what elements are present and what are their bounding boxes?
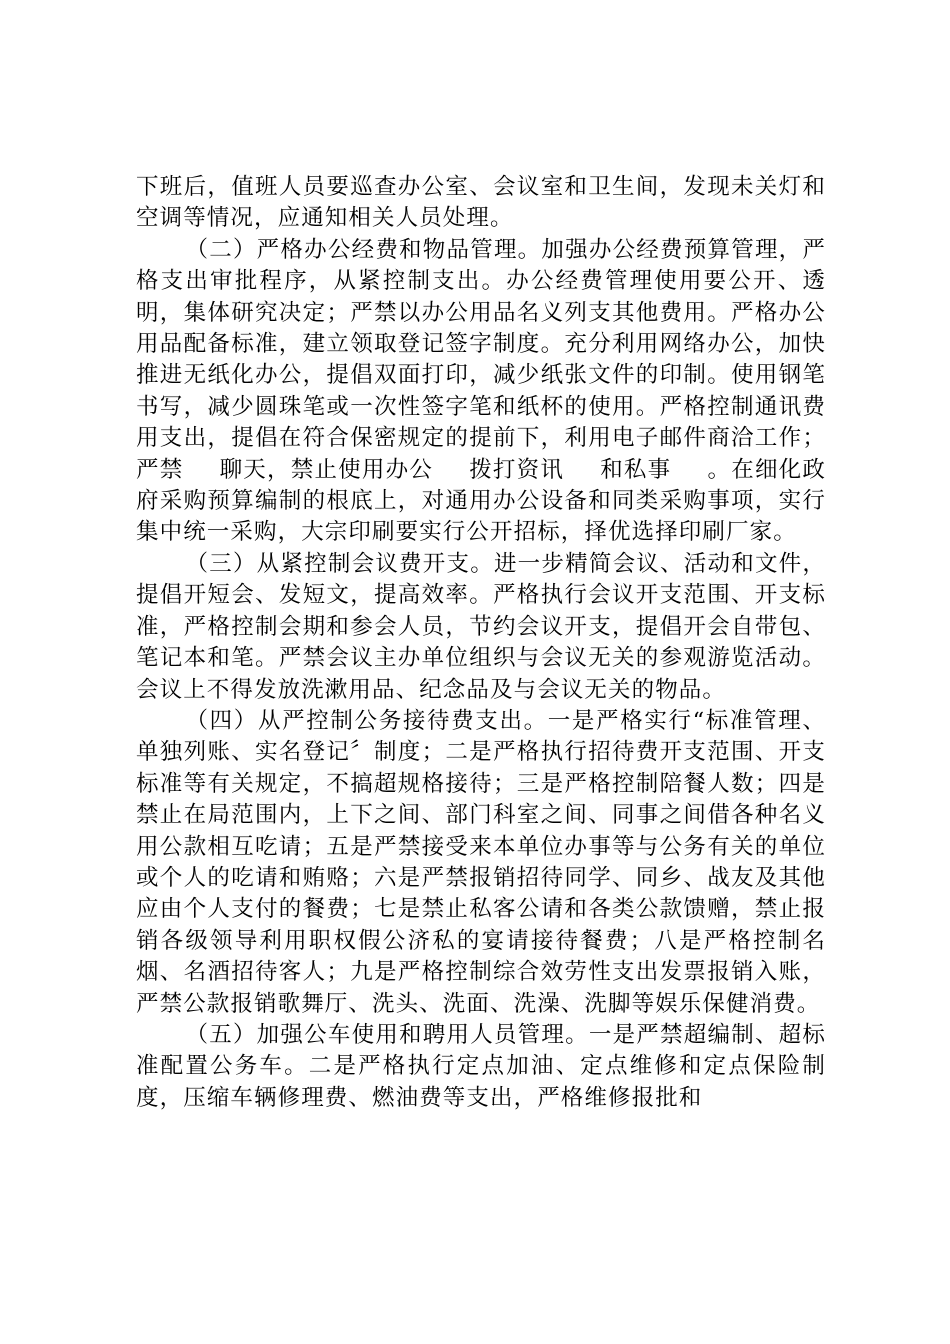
paragraph-3-text: （三）从紧控制会议费开支。进一步精简会议、活动和文件，提倡开短会、发短文，提高效率。严格执行会议开支范围、开支标准，严格控制会期和参会人员，节约会议开支，提倡开会自带包、笔记本和笔。严禁会议主办单位组织与会议无关的参观游览活动。会议上不得发放洗漱用品、纪念品及与会议无关的物品。 [136, 550, 826, 703]
paragraph-5 [136, 1020, 826, 1114]
paragraph-2-text-d: 和私事 [600, 456, 672, 483]
paragraph-2-text-a: （二）严格办公经费和物品管理。加强办公经费预算管理，严格支出审批程序，从紧控制支出。办公经费管理使用要公开、透明，集体研究决定；严禁以办公用品名义列支其他费用。严格办公用品配备标准，建立领取登记签字制度。充分利用网络办公，加快推进无纸化办公，提倡双面打印，减少纸张文件的印制。使用钢笔书写，减少圆珠笔或一次性签字笔和纸杯的使用。严格控制通讯费用支出，提倡在符合保密规定的提前下，利用电子邮件商洽工作；严禁 [136, 236, 826, 483]
document-body [136, 172, 826, 1114]
paragraph-4-text: （四）从严控制公务接待费支出。一是严格实行“标准管理、单独列账、实名登记〞制度；二是严格执行招待费开支范围、开支标准等有关规定，不搞超规格接待；三是严格控制陪餐人数；四是禁止在局范围内，上下之间、部门科室之间、同事之间借各种名义用公款相互吃请；五是严禁接受来本单位办事等与公务有关的单位或个人的吃请和贿赂；六是严禁报销招待同学、同乡、战友及其他应由个人支付的餐费；七是禁止私客公请和各类公款馈赠，禁止报销各级领导利用职权假公济私的宴请接待餐费；八是严格控制名烟、名酒招待客人；九是严格控制综合效劳性支出发票报销入账，严禁公款报销歌舞厅、洗头、洗面、洗澡、洗脚等娱乐保健消费。 [136, 707, 826, 1017]
paragraph-4 [136, 706, 826, 1020]
paragraph-2-text-e: 。在细化政府采购预算编制的根底上，对通用办公设备和同类采购事项，实行集中统一采购，大宗印刷要实行公开招标，择优选择印刷厂家。 [136, 456, 826, 546]
paragraph-1 [136, 172, 826, 235]
paragraph-2-text-c: 拨打资讯 [469, 456, 565, 483]
paragraph-3 [136, 549, 826, 706]
paragraph-2-text-b: 聊天，禁止使用办公 [219, 456, 434, 483]
paragraph-1-text: 下班后，值班人员要巡查办公室、会议室和卫生间，发现未关灯和空调等情况，应通知相关人员处理。 [136, 174, 826, 232]
paragraph-2 [136, 235, 826, 549]
paragraph-5-text: （五）加强公车使用和聘用人员管理。一是严禁超编制、超标准配置公务车。二是严格执行定点加油、定点维修和定点保险制度，压缩车辆修理费、燃油费等支出，严格维修报批和 [136, 1021, 826, 1111]
